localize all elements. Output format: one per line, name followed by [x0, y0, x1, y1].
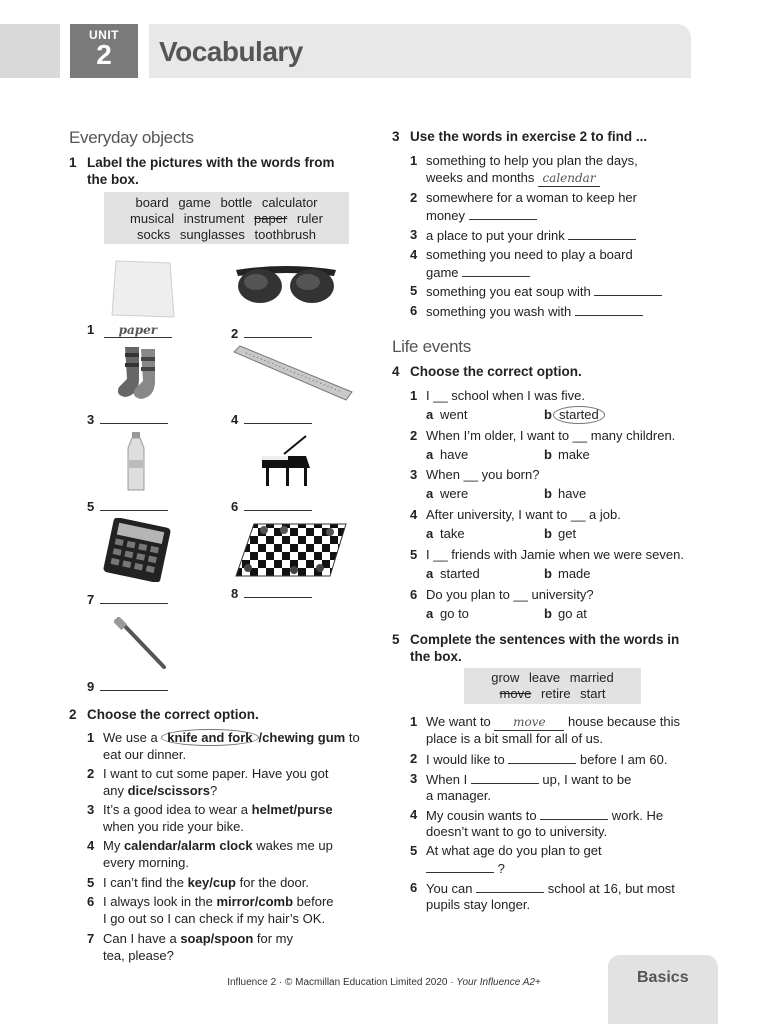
ex5-text-line2: the box.: [410, 649, 462, 664]
ex4-item-6-num: 6: [410, 587, 418, 602]
ex4-instruction: [392, 364, 712, 380]
ex2-item-7-b: soap/spoon: [180, 931, 254, 946]
ex2-instruction: [69, 707, 369, 723]
ex2-item-6-a: I always look in the: [103, 894, 217, 909]
blank-7: [100, 591, 168, 604]
ex4-item-6-opt-b: go at: [558, 606, 587, 621]
ex2-item-2-line2: [103, 783, 217, 799]
ex5-item-2-b: before I am 60.: [576, 752, 668, 767]
pic-num-6: 6: [231, 499, 239, 514]
ex4-item-6-letter-a: a: [426, 606, 434, 621]
ex4-item-4-opt-b: get: [558, 526, 577, 541]
ex5-item-4-b: work. He: [608, 808, 664, 823]
ex5-item-2-a: I would like to: [426, 752, 509, 767]
ex4-item-4-letter-b: b: [544, 526, 552, 541]
answer-calendar: calendar: [538, 170, 600, 187]
ex2-item-3-num: 3: [87, 802, 95, 817]
ex5-item-5-line1: At what age do you plan to get: [426, 843, 602, 858]
ex4-item-3-question: When __ you born?: [426, 467, 540, 482]
ex4-item-6-question: Do you plan to __ university?: [426, 587, 594, 602]
blank-ex5-2: [508, 751, 576, 764]
ex1-instruction: [69, 155, 369, 189]
ex4-item-6: [410, 587, 710, 623]
blank-ex3-5: [594, 283, 662, 296]
pic-label-1: [87, 322, 172, 338]
ex5-item-6-line1: [426, 880, 675, 897]
ex5-item-5-line2: [426, 860, 505, 877]
ex2-item-3-line1: [103, 802, 333, 818]
ex2-number: 2: [69, 707, 77, 722]
ex2-item-1: [87, 730, 387, 764]
wordbox-row-1: board game bottle calculator: [135, 195, 318, 210]
ex2-item-1-circled: knife and fork: [161, 729, 258, 746]
ex4-item-2-opt-a: have: [440, 447, 469, 462]
pic-num-8: 8: [231, 586, 239, 601]
ex2-item-4-line1: [103, 838, 333, 854]
ex5-item-3-num: 3: [410, 771, 418, 786]
ex5-item-1-line1: [426, 714, 680, 731]
ex5-item-2-line1: [426, 751, 667, 768]
ex4-item-1-question: I __ school when I was five.: [426, 388, 585, 403]
pic-num-7: 7: [87, 592, 95, 607]
ex3-item-3-line1: [426, 227, 636, 244]
ex5-item-3-b: up, I want to be: [538, 772, 632, 787]
ex3-item-4-line1: something you need to play a board: [426, 247, 633, 262]
ex3-item-5-num: 5: [410, 283, 418, 298]
ex3-item-5-line1: [426, 283, 662, 300]
ex4-item-4-question: After university, I want to __ a job.: [426, 507, 621, 522]
ex2-item-7-line1: [103, 931, 293, 947]
ex2-item-4-a: My: [103, 838, 124, 853]
ex5-item-6-b: school at 16, but most: [544, 881, 675, 896]
piano-image: [258, 432, 314, 490]
ex2-text: Choose the correct option.: [87, 707, 259, 722]
ex4-item-2-question: When I’m older, I want to __ many children.: [426, 428, 676, 443]
answer-move: move: [494, 714, 564, 731]
ex2-item-6-c: before: [293, 894, 334, 909]
ex2-item-4-line2: every morning.: [103, 855, 189, 870]
pic-num-4: 4: [231, 412, 239, 427]
ex4-item-1-letter-b: b: [544, 407, 552, 422]
basics-tab: [608, 955, 718, 1024]
ex2-item-7-line2: tea, please?: [103, 948, 174, 963]
ex2-item-2-num: 2: [87, 766, 95, 781]
ex3-item-4-num: 4: [410, 247, 418, 262]
ex3-item-6-line1: [426, 303, 643, 320]
wordbox-row-2: [104, 211, 349, 227]
ex3-item-1-l2: weeks and months: [426, 170, 539, 185]
ex4-item-3-letter-b: b: [544, 486, 552, 501]
ex4-item-5-letter-a: a: [426, 566, 434, 581]
calculator-image: [102, 518, 172, 582]
ex5-item-4-line1: [426, 807, 663, 824]
pic-label-8: [231, 585, 312, 601]
ex3-item-4: [410, 247, 710, 281]
word-ruler: ruler: [296, 211, 323, 226]
ex5-item-2-num: 2: [410, 751, 418, 766]
unit-number: 2: [96, 39, 112, 70]
ex2-item-2-l2c: ?: [209, 783, 218, 798]
ex5-item-3-line2: a manager.: [426, 788, 492, 803]
ex5-instruction: [392, 632, 712, 666]
pic-num-2: 2: [231, 326, 239, 341]
word-musical-instrument: musical instrument: [130, 211, 245, 226]
ex5-item-4-num: 4: [410, 807, 418, 822]
ex4-item-4: [410, 507, 710, 543]
blank-8: [244, 585, 312, 598]
ex3-item-2-line1: somewhere for a woman to keep her: [426, 190, 637, 205]
ex2-item-7: [87, 931, 387, 965]
ex2-item-2-l2b: dice/scissors: [127, 783, 210, 798]
ex5-item-5-num: 5: [410, 843, 418, 858]
ex4-item-4-opt-a: take: [440, 526, 465, 541]
sunglasses-image: [232, 262, 340, 308]
ex2-item-3: [87, 802, 387, 836]
ex2-item-6: [87, 894, 387, 928]
ruler-image: [232, 344, 354, 402]
blank-6: [244, 498, 312, 511]
ex2-item-4-b: calendar/alarm clock: [123, 838, 253, 853]
ex3-instruction: [392, 129, 712, 145]
header-strip: [0, 24, 60, 78]
ex2-item-1-line2: eat our dinner.: [103, 747, 187, 762]
ex2-item-3-line2: when you ride your bike.: [103, 819, 244, 834]
ex4-number: 4: [392, 364, 400, 379]
ex2-item-1-d: chewing gum: [262, 730, 346, 745]
ex2-item-5-c: for the door.: [235, 875, 309, 890]
ex5-item-2: [410, 751, 710, 768]
unit-badge: [70, 24, 138, 78]
ex2-item-1-slash: /: [258, 730, 263, 745]
ex5-item-3-a: When I: [426, 772, 471, 787]
bottle-image: [124, 432, 148, 492]
toothbrush-image: [114, 617, 170, 671]
ex4-item-6-letter-b: b: [544, 606, 552, 621]
pic-num-1: 1: [87, 322, 95, 337]
blank-ex5-6: [476, 880, 544, 893]
blank-3: [100, 411, 168, 424]
ex2-item-6-num: 6: [87, 894, 95, 909]
ex4-item-1-opt-b-circled: started: [553, 406, 605, 424]
ex5-wordbox-row-1: grow leave married: [491, 670, 614, 685]
ex2-item-2-line1: I want to cut some paper. Have you got: [103, 766, 329, 781]
ex4-item-5-num: 5: [410, 547, 418, 562]
ex2-item-6-b: mirror/comb: [216, 894, 294, 909]
ex3-item-1-line1: something to help you plan the days,: [426, 153, 638, 168]
ex3-item-3-num: 3: [410, 227, 418, 242]
ex2-item-1-num: 1: [87, 730, 95, 745]
ex3-item-2: [410, 190, 710, 224]
ex5-item-6-line2: pupils stay longer.: [426, 897, 531, 912]
ex1-number: 1: [69, 155, 77, 170]
ex4-item-3-num: 3: [410, 467, 418, 482]
ex2-item-4: [87, 838, 387, 872]
ex2-item-5-num: 5: [87, 875, 95, 890]
ex2-item-5-a: I can’t find the: [103, 875, 188, 890]
blank-9: [100, 678, 168, 691]
ex5-item-4-a: My cousin wants to: [426, 808, 541, 823]
ex3-item-4-l2: game: [426, 265, 463, 280]
paper-image: [108, 259, 176, 319]
ex4-item-5: [410, 547, 710, 583]
ex5-item-6: [410, 880, 710, 914]
ex2-item-3-a: It’s a good idea to wear a: [103, 802, 252, 817]
ex5-item-3: [410, 771, 710, 805]
ex2-item-5-line1: [103, 875, 309, 891]
ex1-wordbox: [104, 192, 349, 244]
ex2-item-4-c: wakes me up: [252, 838, 333, 853]
ex4-item-4-letter-a: a: [426, 526, 434, 541]
ex2-item-6-line2: I go out so I can check if my hair’s OK.: [103, 911, 326, 926]
word-paper-struck: paper: [254, 211, 288, 226]
ex2-item-5: [87, 875, 387, 892]
ex3-item-3: [410, 227, 710, 244]
ex3-item-6: [410, 303, 710, 320]
ex3-item-1: [410, 153, 710, 187]
wordbox-row-3: socks sunglasses toothbrush: [137, 227, 316, 242]
ex3-item-4-line2: [426, 264, 530, 281]
ex4-item-5-question: I __ friends with Jamie when we were seven.: [426, 547, 684, 562]
ex3-item-5-l1: something you eat soup with: [426, 284, 595, 299]
blank-5: [100, 498, 168, 511]
blank-ex3-3: [568, 227, 636, 240]
ex5-item-6-num: 6: [410, 880, 418, 895]
ex3-item-6-num: 6: [410, 303, 418, 318]
ex4-item-6-opt-a: go to: [440, 606, 469, 621]
ex4-item-5-opt-a: started: [440, 566, 480, 581]
ex4-item-1-num: 1: [410, 388, 418, 403]
pic-label-5: [87, 498, 168, 514]
ex4-item-5-letter-b: b: [544, 566, 552, 581]
ex4-item-4-num: 4: [410, 507, 418, 522]
ex3-item-2-line2: [426, 207, 537, 224]
ex2-item-3-b: helmet/purse: [251, 802, 333, 817]
ex4-item-2-opt-b: make: [558, 447, 590, 462]
ex4-item-3-letter-a: a: [426, 486, 434, 501]
ex4-item-3-opt-b: have: [558, 486, 587, 501]
socks-image: [115, 345, 175, 403]
ex5-item-4-line2: doesn’t want to go to university.: [426, 824, 608, 839]
ex2-item-7-num: 7: [87, 931, 95, 946]
ex5-item-1-a: We want to: [426, 714, 495, 729]
pic-label-9: [87, 678, 168, 694]
blank-2: [244, 325, 312, 338]
ex2-item-1-a: We use a: [103, 730, 162, 745]
title-bar: [149, 24, 691, 78]
pic-num-9: 9: [87, 679, 95, 694]
ex5-item-4: [410, 807, 710, 841]
ex3-item-6-l1: something you wash with: [426, 304, 575, 319]
footer-copyright: Influence 2 · © Macmillan Education Limited 2020 ·: [227, 977, 457, 988]
ex4-item-1-opt-a: went: [440, 407, 468, 422]
ex3-item-2-num: 2: [410, 190, 418, 205]
page-title: Vocabulary: [159, 36, 303, 67]
board-game-image: [234, 520, 350, 578]
ex5-item-3-line1: [426, 771, 631, 788]
ex5-item-1-b: house because this: [564, 714, 681, 729]
pic-label-6: [231, 498, 312, 514]
ex4-text: Choose the correct option.: [410, 364, 582, 379]
ex5-wordbox-row-2: [464, 686, 641, 702]
blank-ex5-3: [471, 771, 539, 784]
section-life-events: Life events: [392, 337, 471, 356]
ex4-item-2-num: 2: [410, 428, 418, 443]
ex4-item-2-letter-a: a: [426, 447, 434, 462]
ex4-item-5-opt-b: made: [558, 566, 591, 581]
ex5-text-line1: Complete the sentences with the words in: [410, 632, 680, 647]
ex3-number: 3: [392, 129, 400, 144]
unit-label: UNIT: [89, 28, 119, 42]
ex3-text: Use the words in exercise 2 to find ...: [410, 129, 648, 144]
ex5-item-1-num: 1: [410, 714, 418, 729]
pic-num-3: 3: [87, 412, 95, 427]
pic-label-2: [231, 325, 312, 341]
ex4-item-1: [410, 388, 710, 424]
ex5-item-1-line2: place is a bit small for all of us.: [426, 731, 604, 746]
ex2-item-7-a: Can I have a: [103, 931, 181, 946]
ex4-item-3: [410, 467, 710, 503]
ex3-item-3-l1: a place to put your drink: [426, 228, 569, 243]
ex2-item-1-e: to: [345, 730, 360, 745]
ex2-item-7-c: for my: [253, 931, 294, 946]
blank-ex5-4: [540, 807, 608, 820]
ex2-item-5-b: key/cup: [187, 875, 236, 890]
pic-label-3: [87, 411, 168, 427]
blank-ex3-6: [575, 303, 643, 316]
ex2-item-2-l2a: any: [103, 783, 128, 798]
section-everyday-objects: Everyday objects: [69, 128, 194, 147]
ex3-item-1-line2: [426, 170, 600, 187]
ex1-text-line1: Label the pictures with the words from: [87, 155, 335, 170]
ex5-item-5-l2b: ?: [494, 861, 505, 876]
answer-paper: paper: [104, 323, 172, 338]
ex1-text-line2: the box.: [87, 172, 139, 187]
basics-tab-label: Basics: [637, 969, 689, 986]
pic-label-4: [231, 411, 312, 427]
ex2-item-2: [87, 766, 387, 800]
pic-num-5: 5: [87, 499, 95, 514]
ex2-item-4-num: 4: [87, 838, 95, 853]
ex5-item-5: [410, 843, 710, 877]
ex3-item-2-l2: money: [426, 208, 469, 223]
ex2-item-6-line1: [103, 894, 334, 910]
ex3-item-1-num: 1: [410, 153, 418, 168]
ex2-item-1-line1: [103, 730, 360, 746]
ex5-wordbox: [464, 668, 641, 704]
footer-book-title: Your Influence A2+: [456, 977, 541, 988]
blank-ex3-2: [469, 207, 537, 220]
ex4-item-2-letter-b: b: [544, 447, 552, 462]
blank-4: [244, 411, 312, 424]
ex4-item-2: [410, 428, 710, 464]
ex3-item-5: [410, 283, 710, 300]
blank-ex5-5: [426, 860, 494, 873]
ex5-number: 5: [392, 632, 400, 647]
pic-label-7: [87, 591, 168, 607]
word-move-struck: move: [499, 686, 532, 701]
ex4-item-3-opt-a: were: [440, 486, 469, 501]
ex5-wordbox-row-2-rest: retire start: [540, 686, 606, 701]
blank-ex3-4: [462, 264, 530, 277]
ex5-item-6-a: You can: [426, 881, 477, 896]
ex4-item-1-letter-a: a: [426, 407, 434, 422]
ex5-item-1: [410, 714, 710, 748]
